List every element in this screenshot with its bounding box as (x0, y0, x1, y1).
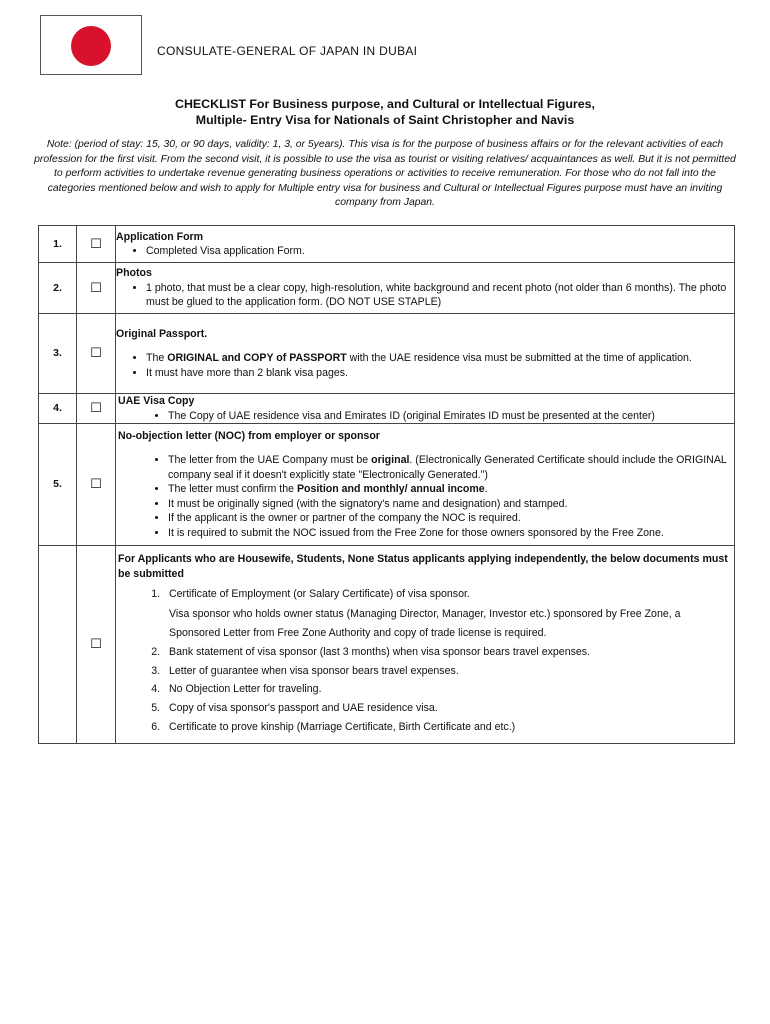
text: with the UAE residence visa must be submitted at the time of application. (346, 352, 692, 365)
text: The letter from the UAE Company must be (168, 454, 372, 467)
checklist-table (38, 225, 735, 744)
bullet-list (116, 281, 734, 310)
list-item (168, 453, 734, 482)
row-number: 1. (39, 226, 77, 263)
text: The (146, 352, 168, 365)
list-item: • It must be originally signed (with the signatory's name and designation) and stamped. (168, 497, 734, 512)
checklist-row-4 (39, 394, 735, 424)
checklist-row-5 (39, 424, 735, 546)
item-subparagraph: Visa sponsor who holds owner status (Managing Director, Manager, Investor etc.) sponsored by Free Zone, a Sponsored Letter from Free Zone Authority and copy of trade license is required. (169, 608, 681, 639)
row-content (116, 424, 735, 546)
title-line-1: CHECKLIST For Business purpose, and Cultural or Intellectual Figures, (175, 97, 595, 111)
list-item: 3. Letter of guarantee when visa sponsor bears travel expenses. (163, 662, 734, 681)
row-heading: For Applicants who are Housewife, Students, None Status applicants applying independently, the below documents must be submitted (118, 553, 728, 580)
row-heading: Original Passport. (116, 327, 208, 340)
row-number: 4. (39, 394, 77, 424)
checklist-row-2 (39, 263, 735, 314)
list-item (163, 585, 734, 642)
row-content (116, 546, 735, 744)
list-item: • Completed Visa application Form. (146, 244, 734, 259)
text: The letter must confirm the (168, 483, 297, 496)
consulate-header: CONSULATE-GENERAL OF JAPAN IN DUBAI (157, 44, 418, 58)
checklist-row-6 (39, 546, 735, 744)
text: Certificate of Employment (or Salary Certificate) of visa sponsor. (169, 588, 470, 601)
bullet-list (118, 409, 734, 424)
list-item: • If the applicant is the owner or partner of the company the NOC is required. (168, 511, 734, 526)
title-line-2: Multiple- Entry Visa for Nationals of Saint Christopher and Navis (195, 113, 575, 127)
checkbox[interactable]: ☐ (77, 226, 116, 263)
row-number: 5. (39, 424, 77, 546)
checkbox[interactable]: ☐ (77, 424, 116, 546)
row-content (116, 263, 735, 314)
row-heading: Photos (116, 267, 152, 280)
list-item (146, 351, 734, 366)
page-title (0, 96, 770, 128)
row-number: 2. (39, 263, 77, 314)
bullet-list (116, 351, 734, 380)
note-paragraph: Note: (period of stay: 15, 30, or 90 days, validity: 1, 3, or 5years). This visa is for the purpose of business affairs or for the relevant activities of each profession for the first visit. From the second visit, it is possible to use the visa as tourist or visiting relatives/ acquaintances as well. But it is not permitted to perform activities to undertake revenue generating business operations or activities to receive remuneration. For those who do not fall into the categories mentioned below and wish to apply for Multiple entry visa for business and Cultural or Intellectual Figures purpose must have an inviting company from Japan. (34, 139, 736, 208)
bold-text: ORIGINAL and COPY of PASSPORT (167, 352, 347, 365)
text: . (484, 483, 488, 496)
row-heading: No-objection letter (NOC) from employer or sponsor (118, 429, 380, 442)
bullet-list (118, 453, 734, 540)
checklist-row-3 (39, 314, 735, 394)
bold-text: original (371, 454, 410, 467)
checkbox[interactable]: ☐ (77, 394, 116, 424)
list-item: 4. No Objection Letter for traveling. (163, 680, 734, 699)
flag-red-circle (71, 26, 111, 66)
checkbox[interactable]: ☐ (77, 263, 116, 314)
row-content (116, 226, 735, 263)
bold-text: Position and monthly/ annual income (296, 483, 485, 496)
checkbox[interactable]: ☐ (77, 314, 116, 394)
checklist-row-1 (39, 226, 735, 263)
numbered-list (118, 585, 734, 736)
row-heading: Application Form (116, 230, 204, 243)
list-item: • It is required to submit the NOC issued from the Free Zone for those owners sponsored by the Free Zone. (168, 526, 734, 541)
checkbox[interactable]: ☐ (77, 546, 116, 744)
list-item: • It must have more than 2 blank visa pages. (146, 366, 734, 381)
list-item: • 1 photo, that must be a clear copy, high-resolution, white background and recent photo (not older than 6 months). The photo must be glued to the application form. (DO NOT USE STAPLE) (146, 281, 734, 310)
text: . (Electronically Generated Certificate should include the ORIGINAL company seal if it doesn't explicitly state "Electronically Generated.") (168, 454, 727, 481)
japan-flag-icon (40, 15, 142, 75)
list-item: • The Copy of UAE residence visa and Emirates ID (original Emirates ID must be presented at the center) (168, 409, 734, 424)
list-item (168, 482, 734, 497)
bullet-list (116, 244, 734, 259)
row-content (116, 314, 735, 394)
list-item: 6. Certificate to prove kinship (Marriage Certificate, Birth Certificate and etc.) (163, 718, 734, 737)
row-number: 3. (39, 314, 77, 394)
list-item: 2. Bank statement of visa sponsor (last 3 months) when visa sponsor bears travel expenses. (163, 643, 734, 662)
row-number (39, 546, 77, 744)
row-content (116, 394, 735, 424)
list-item: 5. Copy of visa sponsor's passport and UAE residence visa. (163, 699, 734, 718)
row-heading: UAE Visa Copy (118, 395, 195, 407)
